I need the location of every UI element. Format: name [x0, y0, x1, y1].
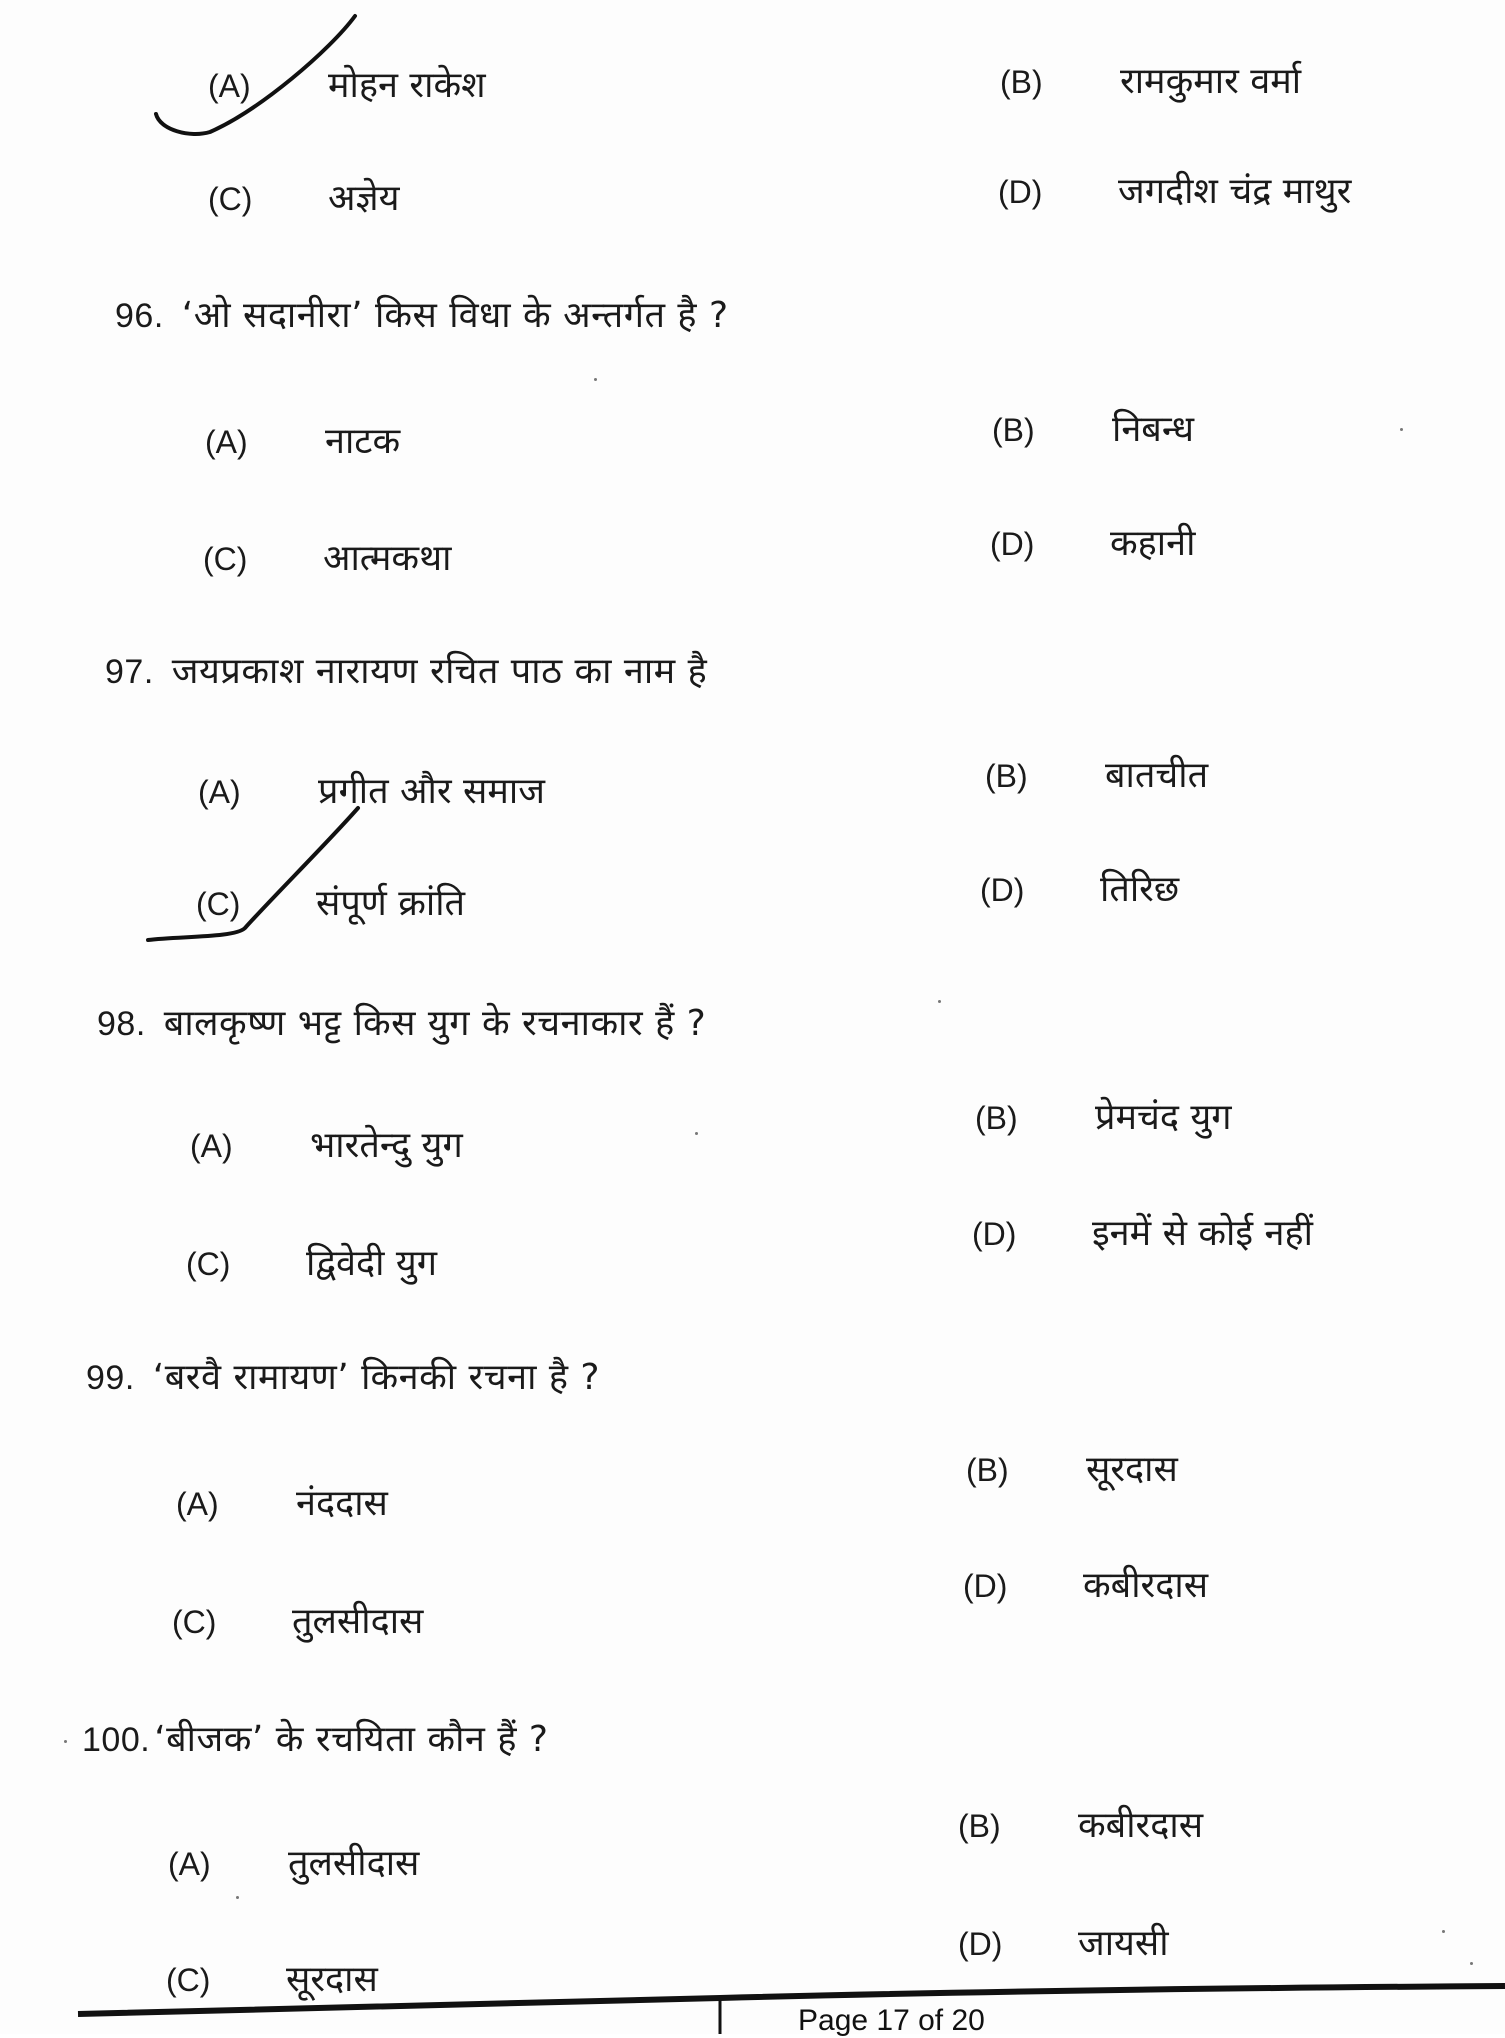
q97-option-b[interactable]	[985, 752, 1208, 800]
question-number: 100.	[82, 1721, 151, 1759]
option-label: (C)	[166, 1962, 211, 1998]
q99-option-a[interactable]	[176, 1480, 388, 1528]
option-text: इनमें से कोई नहीं	[1092, 1213, 1313, 1254]
q97-option-d[interactable]	[980, 866, 1179, 914]
q96-option-a[interactable]	[205, 418, 400, 466]
question-number: 99.	[86, 1359, 135, 1397]
option-text: जगदीश चंद्र माथुर	[1118, 171, 1352, 212]
q95-option-b[interactable]	[1000, 58, 1301, 106]
q97-option-c[interactable]	[196, 880, 465, 928]
option-text: कहानी	[1110, 523, 1196, 564]
question-text: बालकृष्ण भट्ट किस युग के रचनाकार हैं ?	[163, 1003, 707, 1044]
option-text: तुलसीदास	[292, 1601, 424, 1642]
option-label: (A)	[190, 1128, 233, 1164]
q98-option-a[interactable]	[190, 1122, 463, 1170]
scan-speck	[236, 1896, 239, 1899]
option-label: (D)	[963, 1568, 1008, 1604]
option-text: कबीरदास	[1083, 1565, 1209, 1606]
q98-option-d[interactable]	[972, 1210, 1313, 1258]
page-indicator: Page 17 of 20	[798, 2004, 985, 2037]
question-text: ‘बरवै रामायण’ किनकी रचना है ?	[152, 1357, 601, 1398]
question-text: ‘ओ सदानीरा’ किस विधा के अन्तर्गत है ?	[181, 295, 729, 336]
question-99	[86, 1354, 600, 1402]
option-text: आत्मकथा	[323, 538, 452, 579]
option-label: (C)	[196, 886, 241, 922]
question-text: ‘बीजक’ के रचयिता कौन हैं ?	[154, 1719, 549, 1760]
option-label: (B)	[958, 1808, 1001, 1844]
q96-option-b[interactable]	[992, 406, 1194, 454]
option-text: द्विवेदी युग	[306, 1243, 438, 1284]
option-label: (D)	[958, 1926, 1003, 1962]
scan-speck	[1400, 428, 1403, 431]
option-label: (D)	[998, 174, 1043, 210]
q99-option-b[interactable]	[966, 1446, 1178, 1494]
q99-option-d[interactable]	[963, 1562, 1208, 1610]
option-text: तुलसीदास	[288, 1843, 420, 1884]
footer-rule	[0, 1980, 1505, 2034]
q100-option-a[interactable]	[168, 1840, 419, 1888]
q97-option-a[interactable]	[198, 768, 545, 816]
option-text: तिरिछ	[1100, 869, 1180, 910]
q99-option-c[interactable]	[172, 1598, 423, 1646]
option-label: (D)	[972, 1216, 1017, 1252]
option-label: (D)	[980, 872, 1025, 908]
option-text: संपूर्ण क्रांति	[316, 883, 466, 924]
q95-option-a[interactable]	[208, 62, 486, 110]
option-text: निबन्ध	[1112, 409, 1194, 450]
scan-speck	[1470, 1962, 1473, 1965]
option-text: सूरदास	[286, 1959, 378, 2000]
option-text: प्रेमचंद युग	[1095, 1097, 1232, 1138]
question-100	[82, 1716, 549, 1764]
option-text: नंददास	[296, 1483, 388, 1524]
question-number: 97.	[105, 653, 154, 691]
q98-option-c[interactable]	[186, 1240, 437, 1288]
option-text: प्रगीत और समाज	[318, 771, 545, 812]
question-text: जयप्रकाश नारायण रचित पाठ का नाम है	[171, 651, 708, 692]
scan-speck	[938, 1000, 941, 1003]
option-label: (A)	[168, 1846, 211, 1882]
q98-option-b[interactable]	[975, 1094, 1232, 1142]
option-label: (B)	[985, 758, 1028, 794]
option-label: (B)	[992, 412, 1035, 448]
question-96	[115, 292, 729, 340]
option-text: जायसी	[1078, 1923, 1169, 1964]
option-label: (C)	[203, 541, 248, 577]
q100-option-b[interactable]	[958, 1802, 1203, 1850]
option-text: नाटक	[325, 421, 401, 462]
scan-speck	[695, 1132, 698, 1135]
option-label: (C)	[208, 181, 253, 217]
option-label: (B)	[1000, 64, 1043, 100]
option-label: (B)	[975, 1100, 1018, 1136]
option-label: (A)	[208, 68, 251, 104]
option-label: (C)	[186, 1246, 231, 1282]
option-label: (A)	[176, 1486, 219, 1522]
scan-speck	[64, 1740, 67, 1743]
q100-option-d[interactable]	[958, 1920, 1169, 1968]
question-number: 96.	[115, 297, 164, 335]
scan-speck	[594, 378, 597, 381]
option-text: मोहन राकेश	[328, 65, 486, 106]
scan-speck	[1442, 1930, 1445, 1933]
option-text: भारतेन्दु युग	[310, 1125, 463, 1166]
option-label: (A)	[198, 774, 241, 810]
question-97	[105, 648, 707, 696]
q95-option-c[interactable]	[208, 175, 399, 223]
option-label: (B)	[966, 1452, 1009, 1488]
question-98	[97, 1000, 706, 1048]
option-text: रामकुमार वर्मा	[1120, 61, 1302, 102]
option-text: सूरदास	[1086, 1449, 1178, 1490]
q96-option-d[interactable]	[990, 520, 1195, 568]
option-text: अज्ञेय	[328, 178, 400, 219]
option-text: बातचीत	[1105, 755, 1209, 796]
option-label: (D)	[990, 526, 1035, 562]
q96-option-c[interactable]	[203, 535, 451, 583]
option-label: (C)	[172, 1604, 217, 1640]
question-number: 98.	[97, 1005, 146, 1043]
option-label: (A)	[205, 424, 248, 460]
option-text: कबीरदास	[1078, 1805, 1204, 1846]
q95-option-d[interactable]	[998, 168, 1351, 216]
